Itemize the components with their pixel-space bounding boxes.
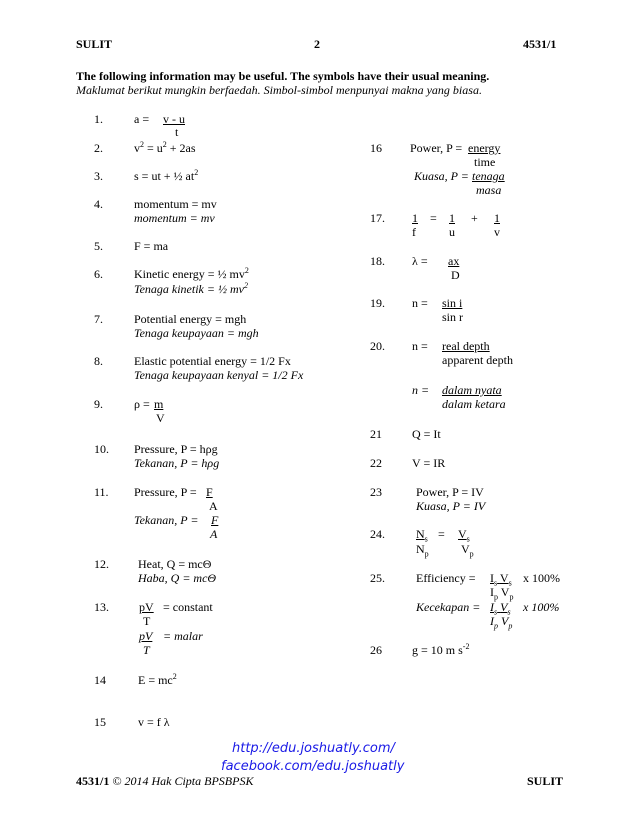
formula-13-malay-denominator: T	[143, 643, 150, 657]
formula-18-lhs: λ =	[412, 254, 428, 268]
formula-17-denominator-2: u	[449, 225, 455, 239]
formula-25-english: Efficiency =	[416, 571, 476, 585]
formula-20-denominator: apparent depth	[442, 353, 513, 367]
formula-10-malay: Tekanan, P = hρg	[134, 456, 220, 470]
formula-16-malay-denominator: masa	[476, 183, 502, 197]
header-right: 4531/1	[523, 37, 557, 51]
footer-right: SULIT	[527, 774, 564, 788]
formula-16-english-denominator: time	[474, 155, 496, 169]
formula-17-equals: =	[430, 211, 437, 225]
intro-malay: Maklumat berikut mungkin berfaedah. Simbol-simbol menpunyai makna yang biasa.	[76, 83, 482, 97]
formula-25-english-percent: x 100%	[523, 571, 560, 585]
formula-4-malay: momentum = mv	[134, 211, 215, 225]
formula-12-english: Heat, Q = mcΘ	[138, 557, 212, 571]
formula-9-number: 9.	[94, 397, 103, 411]
formula-11-malay-denominator: A	[210, 527, 218, 541]
formula-7-english: Potential energy = mgh	[134, 312, 247, 326]
formula-18-denominator: D	[451, 268, 460, 282]
formula-17-number: 17.	[370, 211, 385, 225]
formula-5-number: 5.	[94, 239, 103, 253]
formula-20-number: 20.	[370, 339, 385, 353]
formula-25-english-denominator: $I_p$ $V_p$	[490, 585, 514, 602]
formula-9-numerator: m	[154, 397, 164, 411]
formula-2-number: 2.	[94, 141, 103, 155]
formula-8-number: 8.	[94, 354, 103, 368]
formula-11-malay-numerator: F	[211, 513, 219, 527]
formula-19-numerator: sin i	[442, 296, 463, 310]
facebook-link[interactable]: facebook.com/edu.joshuatly	[221, 759, 405, 774]
formula-22-number: 22	[370, 456, 382, 470]
formula-7-malay: Tenaga keupayaan = mgh	[134, 326, 259, 340]
formula-24-equals: =	[438, 527, 445, 541]
formula-25-english-numerator: $I_s$ $V_s$	[490, 571, 512, 588]
formula-25-malay-percent: x 100%	[523, 600, 560, 614]
formula-15-number: 15	[94, 715, 106, 729]
formula-1-denominator: t	[175, 125, 179, 139]
formula-9-lhs: ρ =	[134, 397, 150, 411]
formula-14-number: 14	[94, 673, 106, 687]
formula-16-malay: Kuasa, P =	[414, 169, 469, 183]
formula-4-english: momentum = mv	[134, 197, 217, 211]
formula-13-english-numerator: pV	[139, 600, 154, 614]
formula-20-malay-lhs: n =	[412, 383, 430, 397]
formula-6-malay: Tenaga kinetik = ½ $mv^2$	[134, 281, 248, 296]
formula-25-malay-denominator: $I_p$ $V_p$	[490, 614, 513, 631]
formula-2: $v^2 = u^2 + 2as$	[134, 140, 196, 155]
formula-16-malay-numerator: tenaga	[472, 169, 505, 183]
page-number: 2	[314, 37, 320, 51]
formula-21: Q = It	[412, 427, 441, 441]
formula-10-number: 10.	[94, 442, 109, 456]
formula-21-number: 21	[370, 427, 382, 441]
formula-20-lhs: n =	[412, 339, 428, 353]
formula-24-vp: $V_p$	[461, 542, 474, 559]
footer-copyright: 4531/1 © 2014 Hak Cipta BPSBPSK	[76, 774, 254, 788]
formula-13-malay-rhs: = malar	[163, 629, 203, 643]
formula-6-english: Kinetic energy = ½ $mv^2$	[134, 266, 249, 281]
formula-24-number: 24.	[370, 527, 385, 541]
formula-18-numerator: ax	[448, 254, 460, 268]
formula-8-english: Elastic potential energy = 1/2 Fx	[134, 354, 291, 368]
formula-24-ns: $N_s$	[416, 527, 428, 544]
formula-18-number: 18.	[370, 254, 385, 268]
formula-13-malay-numerator: pV	[139, 629, 153, 643]
formula-11-malay: Tekanan, P =	[134, 513, 199, 527]
formula-6-number: 6.	[94, 267, 103, 281]
intro-english: The following information may be useful. The symbols have their usual meaning.	[76, 69, 490, 83]
formula-12-number: 12.	[94, 557, 109, 571]
formula-25-malay-numerator: $I_s$ $V_s$	[490, 600, 511, 617]
formula-17-denominator-1: f	[412, 225, 416, 239]
formula-9-denominator: V	[156, 411, 165, 425]
formula-17-term-1: 1	[412, 211, 418, 225]
formula-7-number: 7.	[94, 312, 103, 326]
formula-16-english: Power, P =	[410, 141, 463, 155]
formula-19-lhs: n =	[412, 296, 428, 310]
formula-17-term-2: 1	[449, 211, 455, 225]
formula-20-numerator: real depth	[442, 339, 490, 353]
formula-3: s = ut + ½ $at^2$	[134, 168, 199, 183]
formula-17-denominator-3: v	[494, 225, 500, 239]
formula-25-number: 25.	[370, 571, 385, 585]
formula-11-english-denominator: A	[209, 499, 218, 513]
formula-24-np: $N_p$	[416, 542, 429, 559]
formula-19-denominator: sin r	[442, 310, 463, 324]
formula-19-number: 19.	[370, 296, 385, 310]
formula-13-number: 13.	[94, 600, 109, 614]
formula-1-numerator: v - u	[163, 112, 185, 126]
formula-23-english: Power, P = IV	[416, 485, 484, 499]
formula-23-malay: Kuasa, P = IV	[416, 499, 486, 513]
formula-25-malay: Kecekapan =	[416, 600, 481, 614]
formula-20-malay-denominator: dalam ketara	[442, 397, 506, 411]
formula-24-vs: $V_s$	[458, 527, 470, 544]
website-link[interactable]: http://edu.joshuatly.com/	[232, 741, 395, 756]
formula-17-plus: +	[471, 211, 478, 225]
formula-5: F = ma	[134, 239, 169, 253]
formula-8-malay: Tenaga keupayaan kenyal = 1/2 Fx	[134, 368, 304, 382]
formula-13-english-denominator: T	[143, 614, 151, 628]
formula-20-malay-numerator: dalam nyata	[442, 383, 502, 397]
formula-1-lhs: a =	[134, 112, 150, 126]
formula-13-english-rhs: = constant	[163, 600, 213, 614]
formula-16-english-numerator: energy	[468, 141, 501, 155]
formula-1-number: 1.	[94, 112, 103, 126]
formula-15: v = f λ	[138, 715, 170, 729]
formula-4-number: 4.	[94, 197, 103, 211]
formula-10-english: Pressure, P = hρg	[134, 442, 218, 456]
formula-23-number: 23	[370, 485, 382, 499]
formula-16-number: 16	[370, 141, 382, 155]
formula-26-number: 26	[370, 643, 382, 657]
formula-11-english-numerator: F	[206, 485, 213, 499]
formula-14: $E = mc^2$	[138, 672, 177, 687]
formula-3-number: 3.	[94, 169, 103, 183]
formula-26: g = 10 m $s^{-2}$	[412, 642, 470, 657]
formula-11-number: 11.	[94, 485, 109, 499]
formula-11-english: Pressure, P =	[134, 485, 197, 499]
formula-12-malay: Haba, Q = mcΘ	[138, 571, 217, 585]
formula-22: V = IR	[412, 456, 446, 470]
header-left: SULIT	[76, 37, 113, 51]
formula-17-term-3: 1	[494, 211, 500, 225]
